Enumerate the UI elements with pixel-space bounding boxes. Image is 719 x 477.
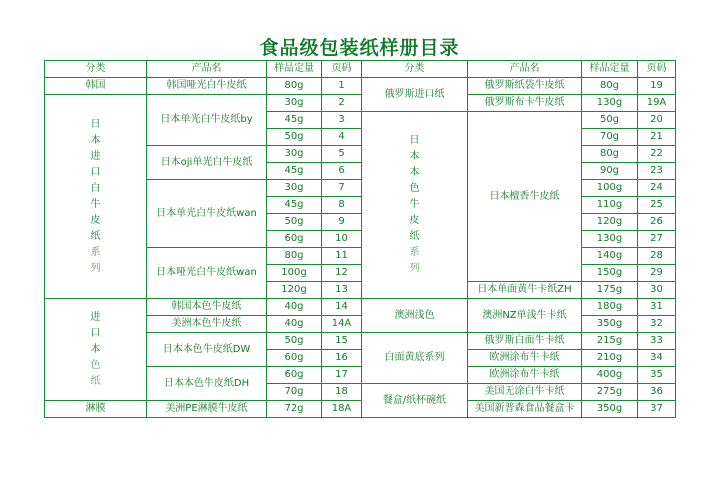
page-cell: 4 (322, 129, 362, 146)
spec-cell: 350g (582, 401, 638, 418)
category-char: 色 (90, 359, 101, 371)
product-cell: 美国新普森食品餐盒卡 (468, 401, 582, 418)
page-cell: 30 (638, 282, 676, 299)
spec-cell: 100g (267, 265, 322, 282)
column-header: 页码 (322, 61, 362, 78)
spec-cell: 120g (267, 282, 322, 299)
spec-cell: 50g (267, 214, 322, 231)
page-cell: 29 (638, 265, 676, 282)
product-cell: 美国无涂白牛卡纸 (468, 384, 582, 401)
page-cell: 6 (322, 163, 362, 180)
product-cell: 俄罗斯纸袋牛皮纸 (468, 78, 582, 95)
spec-cell: 275g (582, 384, 638, 401)
spec-cell: 45g (267, 197, 322, 214)
category-cell: 餐盒/纸杯碗纸 (362, 384, 468, 418)
page-cell: 9 (322, 214, 362, 231)
product-cell: 日本单光白牛皮纸by (147, 95, 267, 146)
category-char: 本 (90, 343, 101, 355)
category-char: 皮 (90, 214, 101, 226)
table-row (45, 401, 676, 418)
column-header: 样品定量 (582, 61, 638, 78)
product-cell: 美洲PE淋膜牛皮纸 (147, 401, 267, 418)
spec-cell: 140g (582, 248, 638, 265)
category-char: 口 (90, 327, 101, 339)
spec-cell: 60g (267, 350, 322, 367)
page-cell: 21 (638, 129, 676, 146)
page-cell: 16 (322, 350, 362, 367)
page-cell: 25 (638, 197, 676, 214)
spec-cell: 80g (267, 78, 322, 95)
category-char: 日 (90, 118, 101, 130)
product-cell: 欧洲涂布牛卡纸 (468, 367, 582, 384)
category-char: 本 (90, 134, 101, 146)
spec-cell: 45g (267, 163, 322, 180)
category-char: 牛 (409, 199, 420, 210)
category-cell (362, 112, 468, 299)
category-char: 色 (409, 183, 420, 194)
spec-cell: 210g (582, 350, 638, 367)
page-cell: 5 (322, 146, 362, 163)
category-char: 牛 (90, 198, 101, 210)
page-cell: 32 (638, 316, 676, 333)
spec-cell: 100g (582, 180, 638, 197)
spec-cell: 80g (582, 78, 638, 95)
category-cell: 韩国 (45, 78, 147, 95)
column-header: 分类 (45, 61, 147, 78)
spec-cell: 50g (582, 112, 638, 129)
product-cell: 欧洲涂布牛卡纸 (468, 350, 582, 367)
page-cell: 17 (322, 367, 362, 384)
spec-cell: 30g (267, 146, 322, 163)
spec-cell: 60g (267, 231, 322, 248)
page-cell: 22 (638, 146, 676, 163)
category-char: 纸 (409, 231, 420, 242)
spec-cell: 70g (582, 129, 638, 146)
column-header: 样品定量 (267, 61, 322, 78)
spec-cell: 110g (582, 197, 638, 214)
page-cell: 36 (638, 384, 676, 401)
product-cell: 日本单面黄牛卡纸ZH (468, 282, 582, 299)
category-char: 本 (409, 167, 420, 178)
spec-cell: 72g (267, 401, 322, 418)
category-cell (45, 299, 147, 401)
page-cell: 27 (638, 231, 676, 248)
category-char: 列 (90, 262, 101, 274)
page-cell: 15 (322, 333, 362, 350)
page-cell: 11 (322, 248, 362, 265)
page-title: 食品级包装纸样册目录 (259, 37, 460, 59)
page-cell: 2 (322, 95, 362, 112)
column-header: 分类 (362, 61, 468, 78)
category-char: 日 (409, 135, 420, 146)
page-cell: 8 (322, 197, 362, 214)
category-char: 进 (90, 311, 101, 323)
category-char: 白 (90, 182, 101, 194)
spec-cell: 30g (267, 95, 322, 112)
product-cell: 澳洲NZ单浅牛卡纸 (468, 299, 582, 333)
spec-cell: 30g (267, 180, 322, 197)
product-cell: 韩国本色牛皮纸 (147, 299, 267, 316)
spec-cell: 50g (267, 333, 322, 350)
page-cell: 10 (322, 231, 362, 248)
page-cell: 14A (322, 316, 362, 333)
page-cell: 7 (322, 180, 362, 197)
spec-cell: 80g (582, 146, 638, 163)
page-cell: 18 (322, 384, 362, 401)
spec-cell: 400g (582, 367, 638, 384)
category-char: 皮 (409, 215, 420, 226)
table-row (45, 299, 676, 316)
page-cell: 14 (322, 299, 362, 316)
category-char: 系 (409, 247, 420, 258)
spec-cell: 70g (267, 384, 322, 401)
category-cell: 白面黄底系列 (362, 333, 468, 384)
product-cell: 日本oji单光白牛皮纸 (147, 146, 267, 180)
spec-cell: 120g (582, 214, 638, 231)
spec-cell: 50g (267, 129, 322, 146)
spec-cell: 350g (582, 316, 638, 333)
page-cell: 26 (638, 214, 676, 231)
spec-cell: 130g (582, 231, 638, 248)
spec-cell: 40g (267, 316, 322, 333)
page-cell: 33 (638, 333, 676, 350)
category-cell: 俄罗斯进口纸 (362, 78, 468, 112)
page-cell: 12 (322, 265, 362, 282)
table-row (45, 95, 676, 112)
category-char: 纸 (90, 375, 101, 387)
category-cell (45, 95, 147, 299)
category-char: 纸 (90, 230, 101, 242)
column-header: 页码 (638, 61, 676, 78)
page-cell: 31 (638, 299, 676, 316)
page-cell: 19A (638, 95, 676, 112)
header-row (45, 61, 676, 78)
column-header: 产品名 (468, 61, 582, 78)
category-char: 系 (90, 246, 101, 258)
spec-cell: 175g (582, 282, 638, 299)
page-cell: 37 (638, 401, 676, 418)
spec-cell: 45g (267, 112, 322, 129)
page-cell: 13 (322, 282, 362, 299)
category-char: 进 (90, 150, 101, 162)
page-cell: 20 (638, 112, 676, 129)
page-cell: 28 (638, 248, 676, 265)
page-cell: 1 (322, 78, 362, 95)
product-cell: 日本本色牛皮纸DH (147, 367, 267, 401)
product-cell: 美洲本色牛皮纸 (147, 316, 267, 333)
spec-cell: 150g (582, 265, 638, 282)
product-cell: 日本哑光白牛皮纸wan (147, 248, 267, 299)
page-cell: 35 (638, 367, 676, 384)
product-cell: 日本本色牛皮纸DW (147, 333, 267, 367)
product-cell: 俄罗斯白面牛卡纸 (468, 333, 582, 350)
table-row (45, 78, 676, 95)
page-cell: 19 (638, 78, 676, 95)
spec-cell: 60g (267, 367, 322, 384)
page-cell: 18A (322, 401, 362, 418)
spec-cell: 180g (582, 299, 638, 316)
product-cell: 俄罗斯布卡牛皮纸 (468, 95, 582, 112)
product-cell: 韩国哑光白牛皮纸 (147, 78, 267, 95)
catalog-table (44, 60, 676, 418)
page-cell: 24 (638, 180, 676, 197)
page-cell: 3 (322, 112, 362, 129)
product-cell: 日本檀香牛皮纸 (468, 112, 582, 282)
spec-cell: 90g (582, 163, 638, 180)
column-header: 产品名 (147, 61, 267, 78)
spec-cell: 130g (582, 95, 638, 112)
spec-cell: 215g (582, 333, 638, 350)
product-cell: 日本单光白牛皮纸wan (147, 180, 267, 248)
page-cell: 34 (638, 350, 676, 367)
page-cell: 23 (638, 163, 676, 180)
category-char: 列 (409, 263, 420, 274)
category-cell: 澳洲浅色 (362, 299, 468, 333)
category-cell: 淋膜 (45, 401, 147, 418)
spec-cell: 80g (267, 248, 322, 265)
spec-cell: 40g (267, 299, 322, 316)
category-char: 口 (90, 166, 101, 178)
category-char: 本 (409, 151, 420, 162)
